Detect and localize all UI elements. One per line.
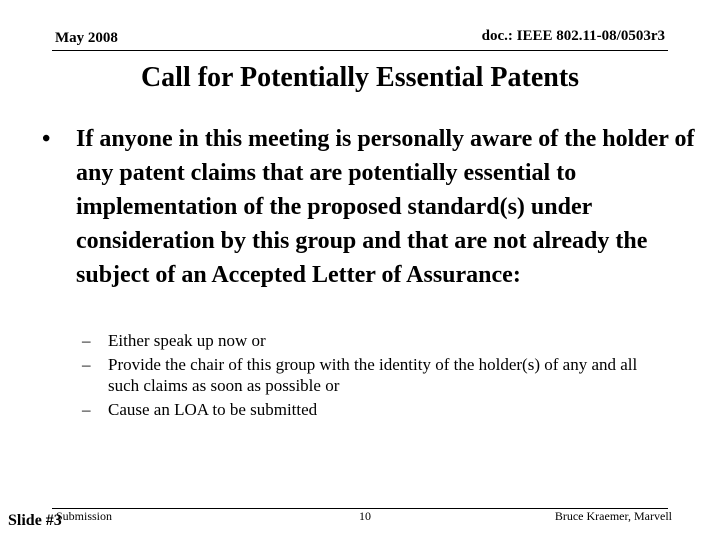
sub-bullet-item bbox=[82, 399, 662, 420]
sub-bullet-dash: – bbox=[82, 400, 91, 419]
bullet-text: If anyone in this meeting is personally aware of the holder of any patent claims that are potentially essential to implementation of the proposed standard(s) under consideration by this group and that are not already the subject of an Accepted Letter of Assurance: bbox=[76, 126, 695, 288]
bullet-mark: • bbox=[42, 126, 51, 152]
footer-author: Bruce Kraemer, Marvell bbox=[554, 509, 672, 523]
header-divider bbox=[52, 50, 668, 51]
slide-title: Call for Potentially Essential Patents bbox=[140, 62, 580, 93]
sub-bullet-text: Provide the chair of this group with the identity of the holder(s) of any and all such claims as soon as possible or bbox=[108, 355, 638, 395]
sub-bullet-item bbox=[82, 354, 662, 396]
header-doc-id: doc.: IEEE 802.11-08/0503r3 bbox=[481, 28, 665, 44]
footer-submission: Submission bbox=[56, 509, 113, 523]
sub-bullet-text: Cause an LOA to be submitted bbox=[108, 400, 318, 419]
footer-slide-label: Slide #3 bbox=[8, 512, 62, 529]
sub-bullet-text: Either speak up now or bbox=[108, 331, 266, 350]
header-date: May 2008 bbox=[55, 30, 118, 46]
sub-bullet-item bbox=[82, 330, 662, 351]
sub-bullet-dash: – bbox=[82, 331, 91, 350]
sub-bullet-list bbox=[82, 330, 662, 423]
sub-bullet-dash: – bbox=[82, 355, 91, 374]
footer-page-number: 10 bbox=[359, 509, 371, 523]
